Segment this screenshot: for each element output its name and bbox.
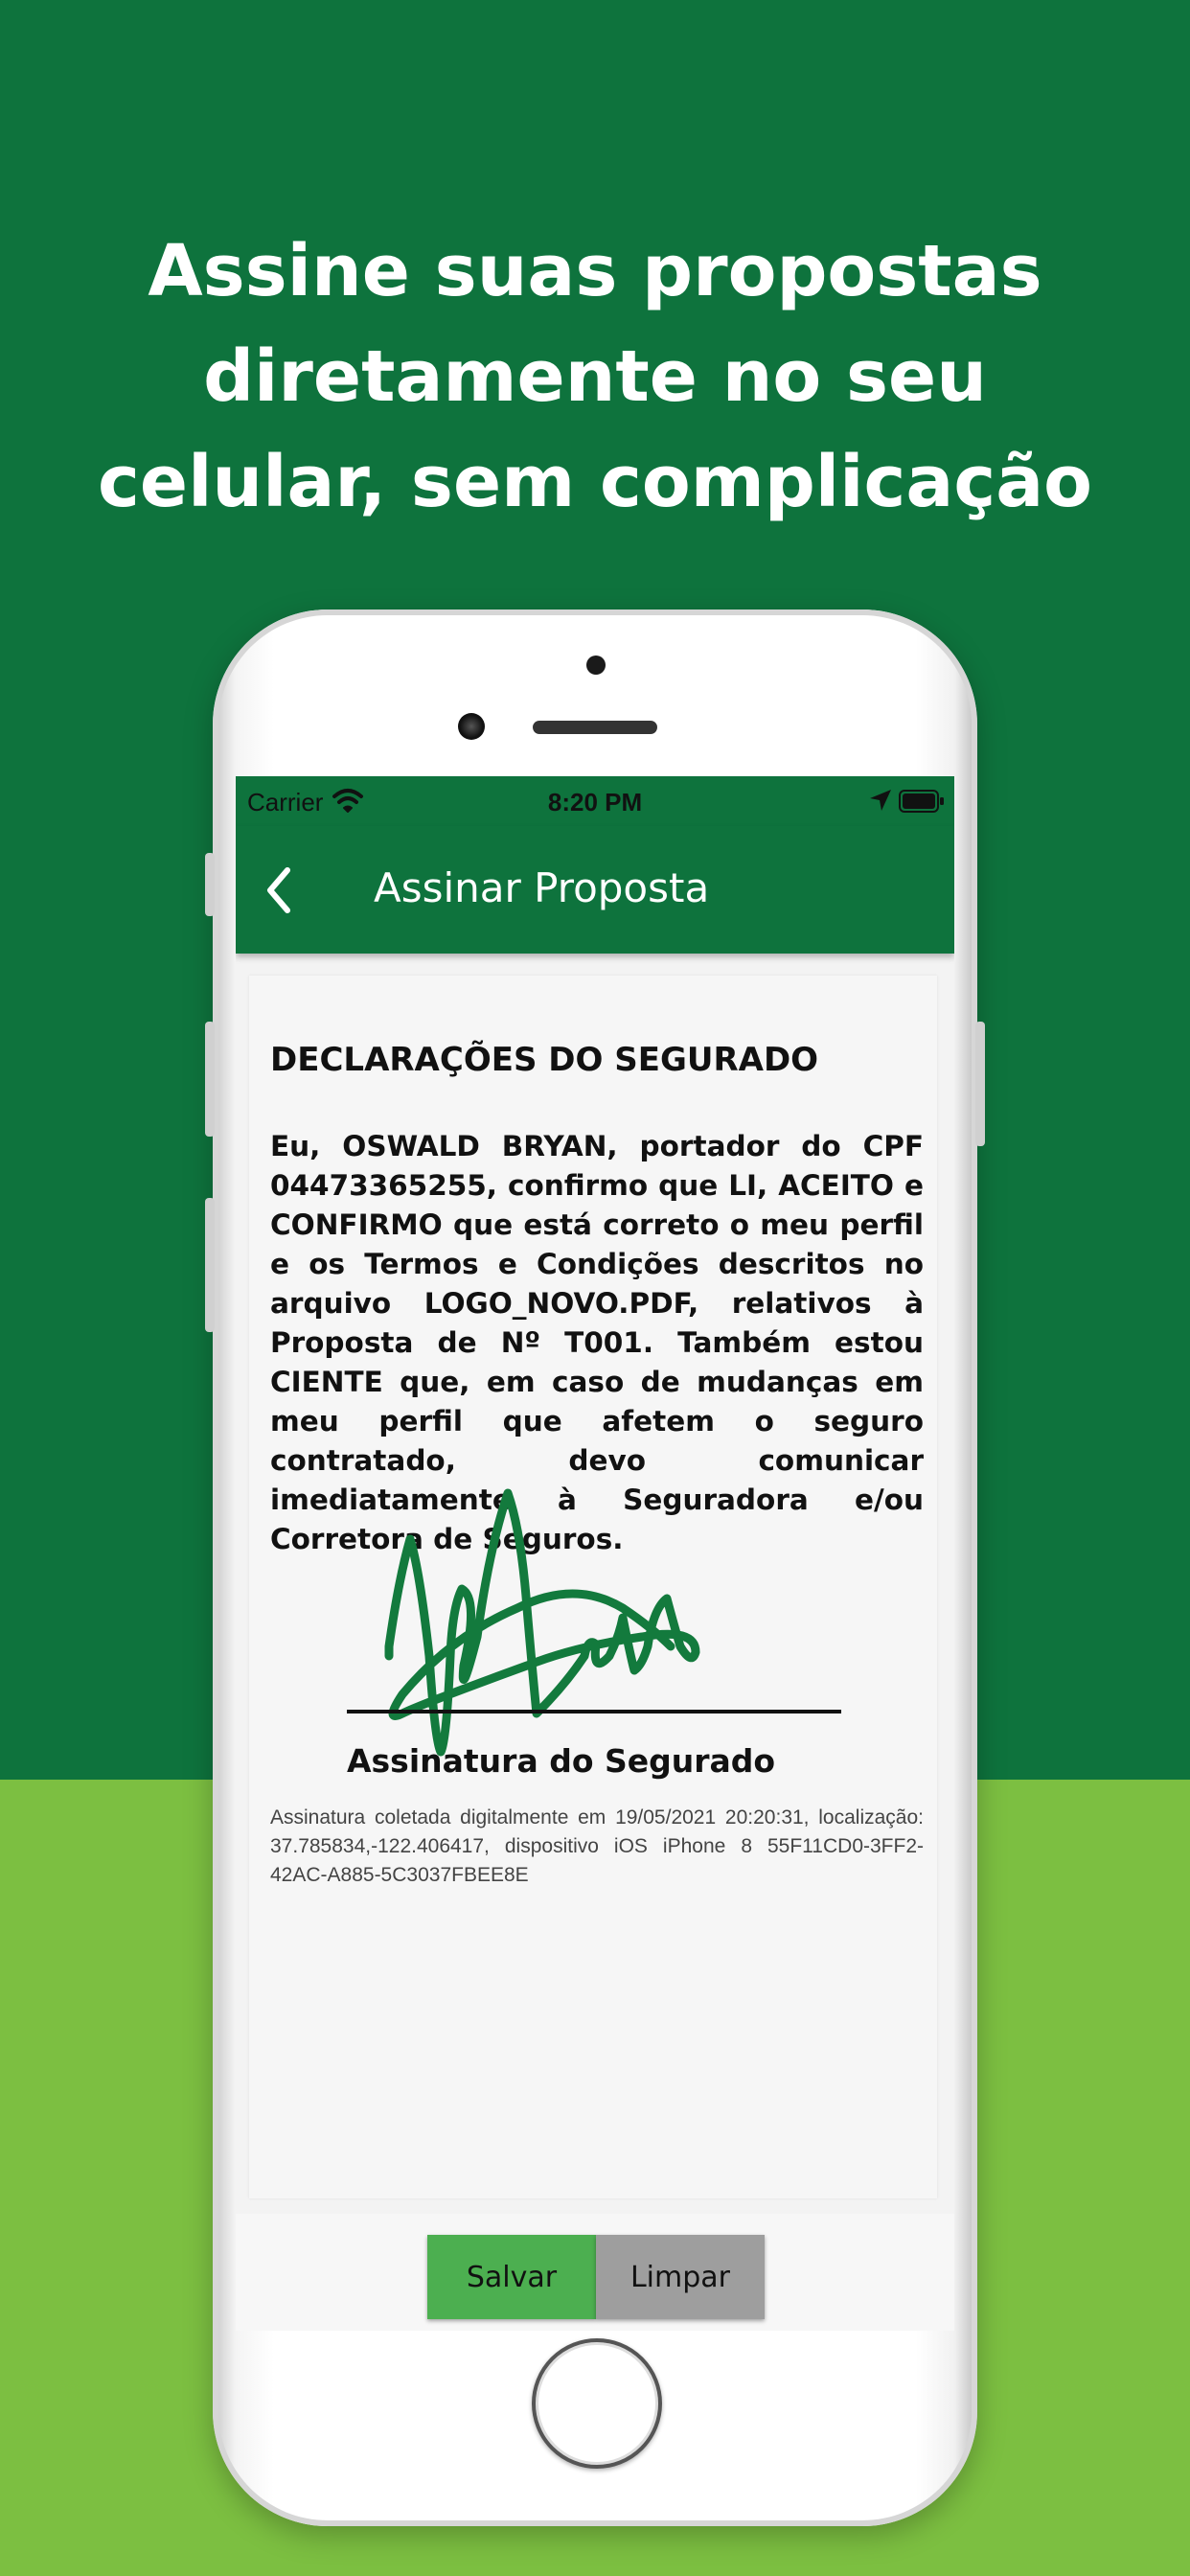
- phone-home-button[interactable]: [532, 2338, 662, 2469]
- document-title: DECLARAÇÕES DO SEGURADO: [270, 1041, 819, 1079]
- document-body: Eu, OSWALD BRYAN, portador do CPF 04473365255, confirmo que LI, ACEITO e CONFIRMO que está correto o meu perfil e os Termos e Condições descritos no arquivo LOGO_NOVO.PDF, relativos à Proposta de Nº T001. Também estou CIENTE que, em caso de mudanças em meu perfil que afetem o seguro contratado, devo comunicar imediatamente à Seguradora e/ou Corretora de Seguros.: [270, 1130, 924, 1555]
- navigation-bar: [236, 826, 954, 954]
- chevron-left-icon[interactable]: [263, 864, 295, 916]
- status-bar: [236, 776, 954, 826]
- headline-line-1: Assine suas propostas: [148, 230, 1042, 312]
- clear-button[interactable]: Limpar: [596, 2235, 765, 2319]
- phone-sensor: [586, 656, 606, 675]
- battery-icon: [899, 790, 945, 813]
- status-time: 8:20 PM: [547, 788, 643, 816]
- phone-power-button: [975, 1022, 985, 1146]
- phone-earpiece: [533, 721, 657, 734]
- signature-drawing[interactable]: [383, 1464, 709, 1761]
- signature-line: [347, 1710, 841, 1714]
- promo-headline: [0, 218, 1190, 535]
- phone-volume-down: [205, 1198, 215, 1332]
- signature-metadata: Assinatura coletada digitalmente em 19/05/2021 20:20:31, localização: 37.785834,-122.406417, dispositivo iOS iPhone 8 55F11CD0-3FF2-42AC-A885-5C3037FBEE8E: [270, 1806, 924, 1886]
- save-button[interactable]: Salvar: [427, 2235, 596, 2319]
- signature-label: Assinatura do Segurado: [347, 1742, 776, 1780]
- app-screen: [236, 776, 954, 2331]
- headline-line-3: celular, sem complicação: [98, 441, 1092, 523]
- action-bar: [236, 2214, 954, 2331]
- headline-line-2: diretamente no seu: [203, 335, 987, 418]
- location-arrow-icon: [868, 788, 893, 813]
- phone-mute-switch: [205, 853, 215, 916]
- status-carrier: Carrier: [247, 788, 324, 816]
- page-title: Assinar Proposta: [374, 864, 710, 911]
- declaration-document: [249, 976, 937, 2198]
- phone-volume-up: [205, 1022, 215, 1137]
- phone-front-camera: [458, 713, 485, 740]
